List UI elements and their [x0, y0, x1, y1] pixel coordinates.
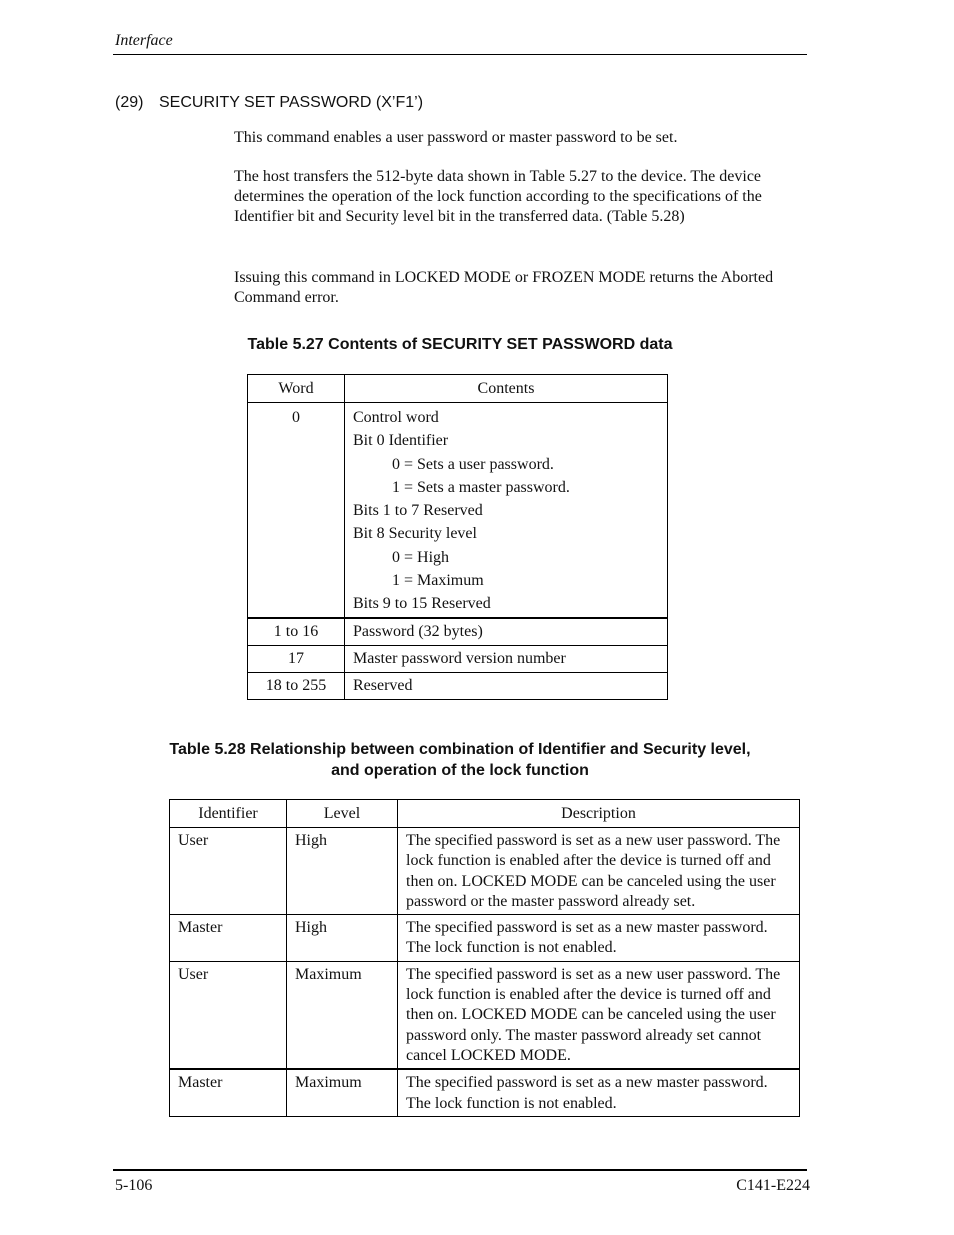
- word-cell: 0: [248, 403, 345, 618]
- word-cell: 18 to 255: [248, 672, 345, 699]
- table-row: [170, 828, 800, 915]
- identifier-cell: User: [170, 961, 287, 1069]
- column-header-level: Level: [287, 800, 398, 828]
- level-cell: Maximum: [287, 1069, 398, 1116]
- table-row: [170, 1069, 800, 1116]
- paragraph: The host transfers the 512-byte data shown in Table 5.27 to the device. The device determines the operation of the lock function according to the specifications of the Identifier bit and Security level bit in the transferred data. (Table 5.28): [234, 168, 762, 225]
- content-line: Control word: [353, 409, 439, 426]
- word-cell: 1 to 16: [248, 618, 345, 646]
- table-row: [170, 915, 800, 962]
- caption-line: and operation of the lock function: [331, 762, 589, 779]
- table-caption: [120, 739, 800, 781]
- lock-function-table: [169, 799, 800, 1117]
- contents-cell: Reserved: [345, 672, 668, 699]
- table-row: [248, 618, 668, 646]
- table-row: [248, 645, 668, 672]
- description-cell: The specified password is set as a new master password. The lock function is not enabled.: [398, 915, 800, 962]
- table-caption: Table 5.27 Contents of SECURITY SET PASSWORD data: [247, 336, 673, 353]
- description-cell: The specified password is set as a new master password. The lock function is not enabled.: [398, 1069, 800, 1116]
- column-header-identifier: Identifier: [170, 800, 287, 828]
- table-row: [248, 672, 668, 699]
- content-line: 0 = High: [392, 548, 450, 566]
- content-line: 1 = Maximum: [392, 572, 484, 590]
- level-cell: Maximum: [287, 961, 398, 1069]
- description-cell: The specified password is set as a new user password. The lock function is enabled after the device is turned off and then on. LOCKED MODE can be canceled using the user password or the master password already set.: [398, 828, 800, 915]
- column-header-word: Word: [248, 375, 345, 403]
- header-rule: [113, 54, 807, 55]
- paragraph: This command enables a user password or master password to be set.: [234, 129, 678, 146]
- document-id: C141-E224: [736, 1177, 810, 1194]
- password-data-table: [247, 374, 668, 700]
- section-heading: [115, 94, 423, 112]
- section-title: SECURITY SET PASSWORD (X’F1’): [159, 94, 424, 111]
- contents-cell: [345, 403, 668, 618]
- section-number: (29): [115, 94, 144, 111]
- table-row: [170, 961, 800, 1069]
- level-cell: High: [287, 915, 398, 962]
- caption-line: Table 5.28 Relationship between combination of Identifier and Security level,: [169, 741, 751, 758]
- identifier-cell: Master: [170, 915, 287, 962]
- footer-rule: [113, 1169, 807, 1171]
- content-line: Bits 9 to 15 Reserved: [353, 595, 491, 613]
- content-line: 0 = Sets a user password.: [392, 455, 554, 473]
- column-header-contents: Contents: [345, 375, 668, 403]
- page-number: 5-106: [115, 1177, 153, 1194]
- content-line: Bit 8 Security level: [353, 525, 477, 543]
- identifier-cell: User: [170, 828, 287, 915]
- table-row: [248, 403, 668, 618]
- running-header: Interface: [115, 32, 173, 49]
- content-line: Bits 1 to 7 Reserved: [353, 502, 483, 520]
- content-line: 1 = Sets a master password.: [392, 478, 570, 496]
- contents-cell: Password (32 bytes): [345, 618, 668, 646]
- word-cell: 17: [248, 645, 345, 672]
- level-cell: High: [287, 828, 398, 915]
- contents-cell: Master password version number: [345, 645, 668, 672]
- content-line: Bit 0 Identifier: [353, 432, 449, 450]
- paragraph: Issuing this command in LOCKED MODE or FROZEN MODE returns the Aborted Command error.: [234, 269, 774, 306]
- column-header-description: Description: [398, 800, 800, 828]
- identifier-cell: Master: [170, 1069, 287, 1116]
- description-cell: The specified password is set as a new user password. The lock function is enabled after the device is turned off and then on. LOCKED MODE can be canceled using the user password only. The master password already set cannot cancel LOCKED MODE.: [398, 961, 800, 1069]
